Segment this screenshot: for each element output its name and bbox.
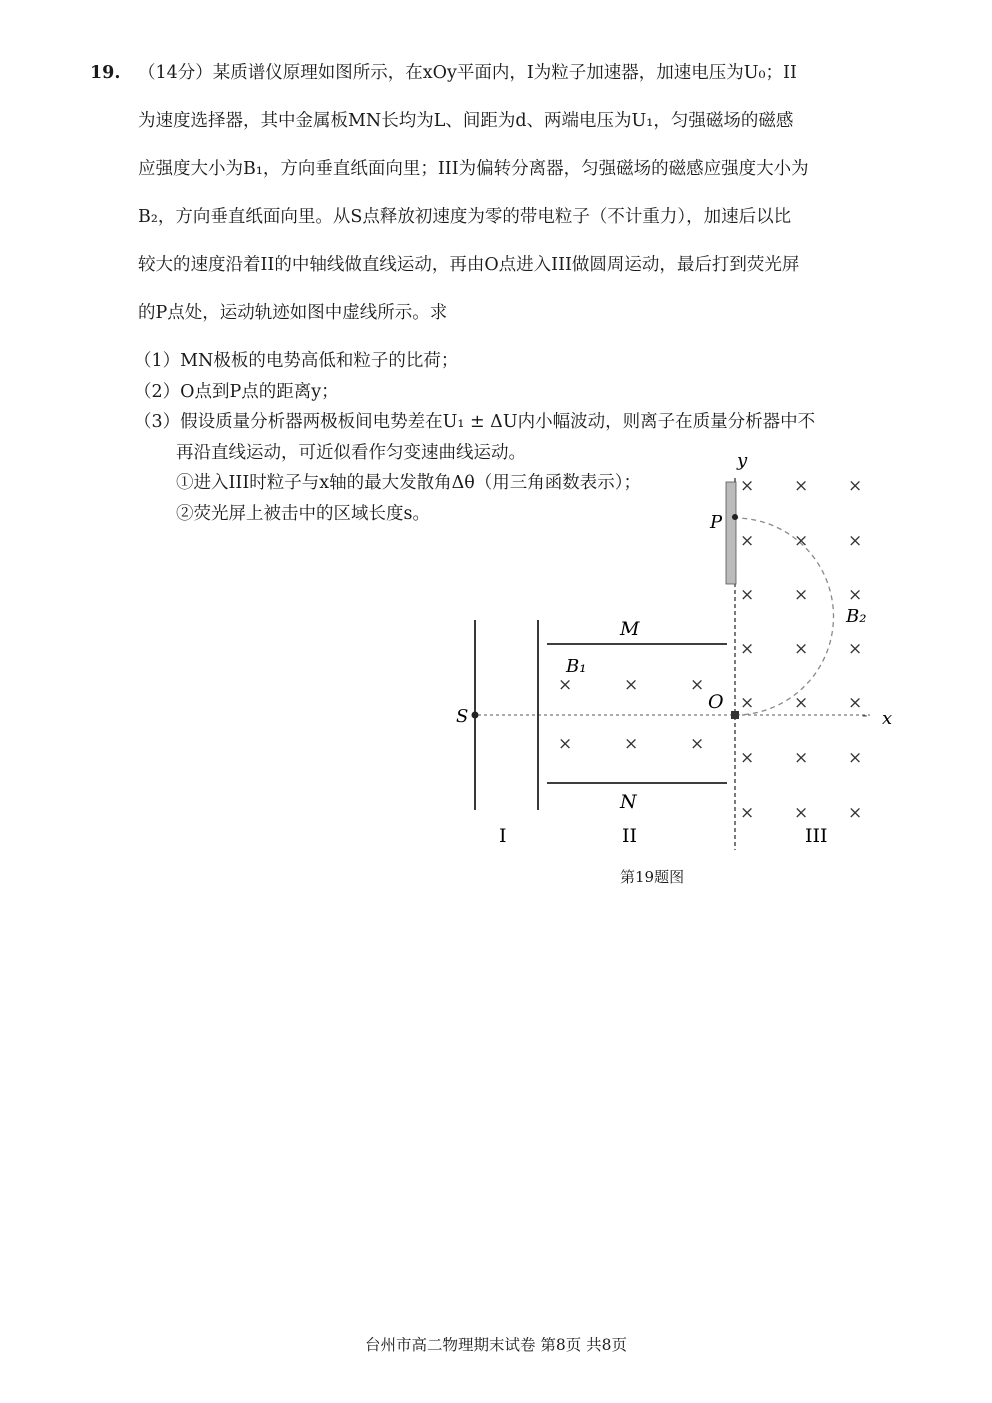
cross-mark: × [740, 748, 755, 768]
cross-mark: × [794, 693, 809, 713]
cross-mark: × [740, 476, 755, 496]
x-axis-label: x [882, 708, 893, 729]
cross-mark: × [690, 734, 705, 754]
cross-mark: × [624, 734, 639, 754]
cross-mark: × [794, 803, 809, 823]
cross-mark: × [558, 675, 573, 695]
cross-mark: × [558, 734, 573, 754]
field-B2-crosses [740, 476, 862, 823]
subquestion-3-part-b: ②荧光屏上被击中的区域长度s。 [176, 503, 430, 524]
point-P-dot [732, 514, 738, 520]
question-line-4: B₂，方向垂直纸面向里。从S点释放初速度为零的带电粒子（不计重力），加速后以比 [138, 207, 792, 227]
question-body [90, 106, 930, 329]
cross-mark: × [690, 675, 705, 695]
origin-label: O [708, 691, 724, 713]
cross-mark: × [740, 585, 755, 605]
question-line-3: 应强度大小为B₁，方向垂直纸面向里；III为偏转分离器，匀强磁场的磁感应强度大小为 [138, 159, 809, 179]
plate-N-label: N [620, 791, 637, 813]
figure-19 [450, 450, 910, 860]
page-footer: 台州市高二物理期末试卷 第8页 共8页 [364, 1336, 628, 1354]
point-S-dot [472, 712, 479, 719]
cross-mark: × [848, 585, 863, 605]
field-B2-label: B₂ [846, 606, 867, 627]
cross-mark: × [794, 748, 809, 768]
subquestion-3-line-1: （3）假设质量分析器两极板间电势差在U₁ ± ΔU内小幅波动，则离子在质量分析器中不 [134, 412, 816, 432]
point-P-label: P [710, 512, 723, 533]
subquestion-3-line-2: 再沿直线运动，可近似看作匀变速曲线运动。 [176, 442, 526, 463]
x-axis-dash: - [862, 705, 868, 724]
point-S-label: S [456, 706, 469, 727]
field-B1-label: B₁ [566, 656, 587, 677]
subquestion-3-part-a: ①进入III时粒子与x轴的最大发散角Δθ（用三角函数表示）； [176, 473, 642, 493]
cross-mark: × [740, 531, 755, 551]
mass-spectrometer-diagram [450, 450, 910, 860]
cross-mark: × [848, 531, 863, 551]
region-I-label: I [499, 825, 507, 847]
plate-M-label: M [620, 618, 640, 640]
cross-mark: × [740, 693, 755, 713]
cross-mark: × [794, 531, 809, 551]
y-axis-label: y [737, 450, 748, 471]
region-III-label: III [805, 825, 828, 847]
question-line-2: 为速度选择器，其中金属板MN长均为L、间距为d、两端电压为U₁，匀强磁场的磁感 [138, 111, 794, 131]
cross-mark: × [848, 476, 863, 496]
cross-mark: × [624, 675, 639, 695]
question-line-5: 较大的速度沿着II的中轴线做直线运动，再由O点进入III做圆周运动，最后打到荧光屏 [138, 255, 800, 275]
fluorescent-screen [726, 482, 736, 584]
cross-mark: × [740, 639, 755, 659]
cross-mark: × [848, 639, 863, 659]
cross-mark: × [794, 639, 809, 659]
subquestion-2: （2）O点到P点的距离y； [134, 381, 339, 402]
cross-mark: × [794, 585, 809, 605]
subquestion-1: （1）MN极板的电势高低和粒子的比荷； [134, 351, 459, 371]
cross-mark: × [848, 803, 863, 823]
cross-mark: × [794, 476, 809, 496]
cross-mark: × [848, 748, 863, 768]
question-line-6: 的P点处，运动轨迹如图中虚线所示。求 [138, 303, 448, 323]
question-number: 19. [90, 63, 121, 83]
point-O-marker [731, 711, 739, 719]
question-line-1: （14分）某质谱仪原理如图所示，在xOy平面内，I为粒子加速器，加速电压为U₀；II [138, 63, 797, 83]
question-first-line [90, 58, 930, 89]
cross-mark: × [848, 693, 863, 713]
figure-caption: 第19题图 [620, 868, 685, 886]
cross-mark: × [740, 803, 755, 823]
region-II-label: II [622, 825, 638, 847]
